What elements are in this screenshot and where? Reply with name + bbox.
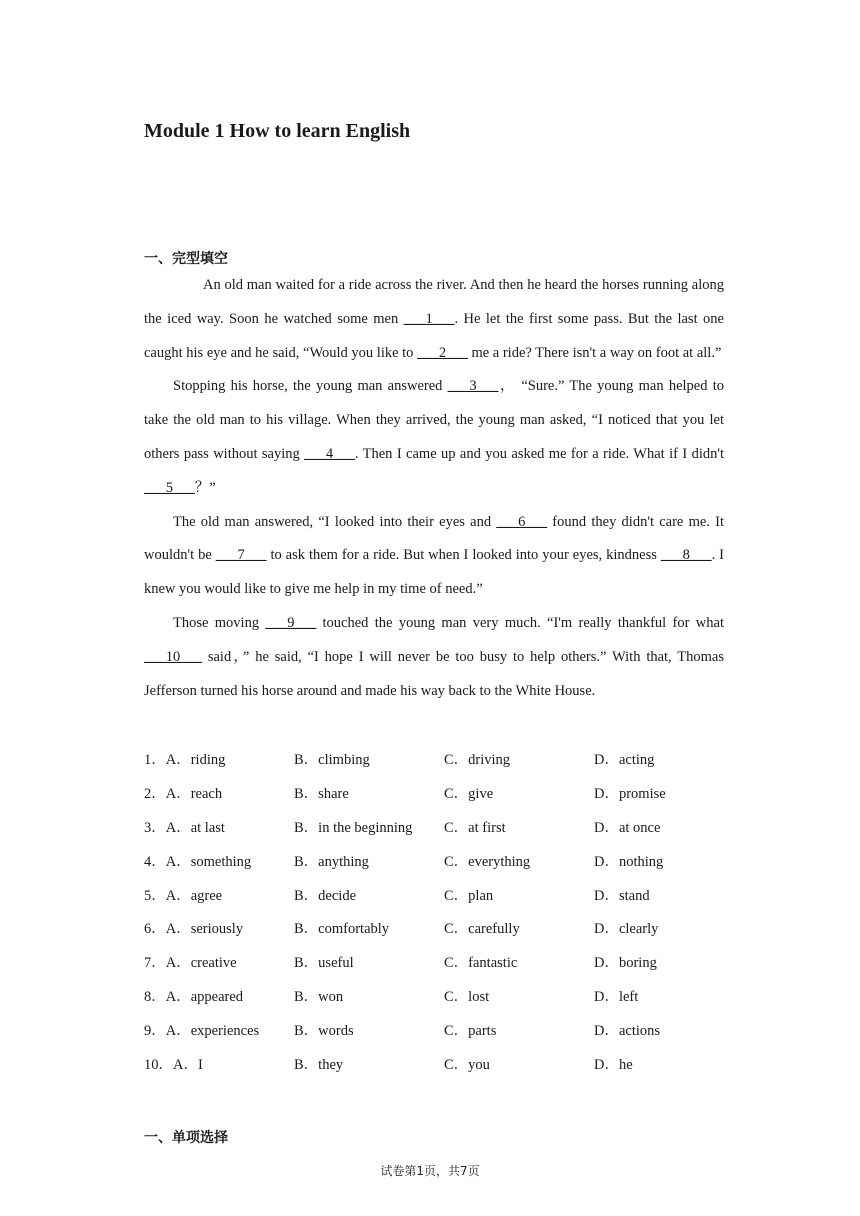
option-text: C．you bbox=[444, 1056, 490, 1073]
answer-blank: ___2___ bbox=[417, 344, 468, 361]
question-number: 5． bbox=[144, 887, 166, 904]
option-cell bbox=[294, 985, 444, 1006]
option-text: A．creative bbox=[165, 955, 237, 972]
answer-blank: ___4___ bbox=[304, 445, 355, 462]
answer-options bbox=[144, 742, 744, 1080]
option-text: D．nothing bbox=[594, 853, 664, 870]
section-heading-cloze: 一、完型填空 bbox=[144, 251, 228, 267]
question-row bbox=[144, 810, 744, 844]
option-cell bbox=[294, 1053, 444, 1074]
passage-paragraph bbox=[144, 607, 724, 708]
question-row bbox=[144, 877, 744, 911]
option-text: D．clearly bbox=[594, 921, 659, 938]
option-cell bbox=[594, 782, 744, 803]
answer-blank: ___8___ bbox=[660, 547, 712, 564]
cloze-passage bbox=[144, 269, 724, 708]
option-cell bbox=[294, 917, 444, 938]
option-text: A．at last bbox=[165, 819, 225, 836]
answer-blank: ___6___ bbox=[496, 513, 548, 530]
option-cell bbox=[444, 1019, 594, 1040]
question-row bbox=[144, 911, 744, 945]
passage-paragraph bbox=[144, 269, 724, 370]
option-text: B．share bbox=[294, 786, 349, 803]
option-cell bbox=[594, 748, 744, 769]
answer-blank: ___9___ bbox=[265, 614, 317, 631]
question-row bbox=[144, 742, 744, 776]
answer-blank: ___5___ bbox=[144, 479, 195, 496]
passage-text: touched the young man very much. “I'm really thankful for what bbox=[316, 614, 724, 631]
question-row bbox=[144, 1012, 744, 1046]
option-text: C．everything bbox=[444, 853, 531, 870]
option-cell bbox=[144, 816, 294, 837]
option-text: B．comfortably bbox=[294, 921, 390, 938]
option-text: C．lost bbox=[444, 988, 490, 1005]
option-cell bbox=[294, 884, 444, 905]
option-text: D．left bbox=[594, 988, 639, 1005]
question-row bbox=[144, 843, 744, 877]
option-text: D．promise bbox=[594, 786, 666, 803]
page-title: Module 1 How to learn English bbox=[144, 120, 411, 142]
question-number: 1． bbox=[144, 752, 166, 769]
option-text: B．anything bbox=[294, 853, 369, 870]
option-cell bbox=[594, 884, 744, 905]
option-text: A．riding bbox=[165, 752, 226, 769]
option-text: D．actions bbox=[594, 1022, 661, 1039]
option-cell bbox=[144, 748, 294, 769]
passage-paragraph bbox=[144, 370, 724, 505]
question-number: 7． bbox=[144, 955, 166, 972]
option-text: C．fantastic bbox=[444, 955, 518, 972]
option-text: A．appeared bbox=[165, 988, 244, 1005]
option-text: B．useful bbox=[294, 955, 354, 972]
passage-text: found they didn't care me. It wouldn't be bbox=[144, 513, 725, 564]
option-cell bbox=[144, 951, 294, 972]
option-cell bbox=[294, 951, 444, 972]
option-cell bbox=[444, 951, 594, 972]
passage-paragraph bbox=[144, 506, 724, 607]
passage-text: . Then I came up and you asked me for a ride. What if I didn't bbox=[354, 445, 724, 462]
passage-text: ， “Sure.” The young man helped to take the old man to his village. When they arrived, the young man asked, “I noticed that you let others pass without saying bbox=[144, 378, 724, 462]
option-text: A．experiences bbox=[165, 1022, 260, 1039]
option-text: C．plan bbox=[444, 887, 494, 904]
question-row bbox=[144, 776, 744, 810]
option-text: B．words bbox=[294, 1022, 354, 1039]
answer-blank: ___10___ bbox=[144, 648, 202, 665]
option-text: D．he bbox=[594, 1056, 633, 1073]
option-text: B．they bbox=[294, 1056, 344, 1073]
question-row bbox=[144, 1046, 744, 1080]
option-cell bbox=[594, 1019, 744, 1040]
option-cell bbox=[444, 816, 594, 837]
option-cell bbox=[144, 782, 294, 803]
option-text: C．at first bbox=[444, 819, 506, 836]
question-number: 9． bbox=[144, 1022, 166, 1039]
passage-text: . I knew you would like to give me help in my time of need.” bbox=[144, 547, 724, 598]
passage-text: Those moving bbox=[173, 614, 266, 631]
passage-text: said，” he said, “I hope I will never be too busy to help others.” With that, Thomas Jefferson turned his horse around and made his way back to the White House. bbox=[144, 648, 724, 699]
passage-text: An old man waited for a ride across the river. And then he heard the horses running along the iced way. Soon he watched some men bbox=[144, 277, 724, 327]
passage-text: The old man answered, “I looked into their eyes and bbox=[173, 513, 497, 530]
option-cell bbox=[594, 985, 744, 1006]
option-cell bbox=[144, 985, 294, 1006]
option-text: D．at once bbox=[594, 819, 661, 836]
option-text: B．decide bbox=[294, 887, 357, 904]
option-cell bbox=[594, 917, 744, 938]
page-footer: 试卷第1页，共7页 bbox=[380, 1164, 480, 1178]
option-cell bbox=[294, 782, 444, 803]
option-text: A．reach bbox=[165, 786, 223, 803]
passage-text: Stopping his horse, the young man answered bbox=[173, 378, 448, 395]
option-cell bbox=[144, 917, 294, 938]
option-text: B．won bbox=[294, 988, 344, 1005]
option-cell bbox=[444, 1053, 594, 1074]
question-row bbox=[144, 945, 744, 979]
option-cell bbox=[444, 782, 594, 803]
answer-blank: ___1___ bbox=[403, 310, 455, 327]
option-cell bbox=[594, 816, 744, 837]
passage-text: to ask them for a ride. But when I looked into your eyes, kindness bbox=[266, 547, 661, 564]
option-text: A．I bbox=[173, 1056, 203, 1073]
option-cell bbox=[444, 985, 594, 1006]
option-text: B．in the beginning bbox=[294, 819, 413, 836]
option-cell bbox=[294, 816, 444, 837]
option-cell bbox=[294, 1019, 444, 1040]
question-row bbox=[144, 979, 744, 1013]
option-cell bbox=[294, 748, 444, 769]
question-number: 2． bbox=[144, 786, 166, 803]
option-cell bbox=[444, 917, 594, 938]
option-text: D．acting bbox=[594, 752, 655, 769]
passage-text: . He let the first some pass. But the last one caught his eye and he said, “Would you like to bbox=[144, 310, 724, 361]
option-cell bbox=[144, 850, 294, 871]
option-cell bbox=[444, 884, 594, 905]
option-text: C．carefully bbox=[444, 921, 520, 938]
option-text: A．agree bbox=[165, 887, 223, 904]
option-cell bbox=[144, 1019, 294, 1040]
question-number: 10． bbox=[144, 1056, 173, 1073]
option-text: A．something bbox=[165, 853, 252, 870]
option-text: C．driving bbox=[444, 752, 511, 769]
option-cell bbox=[594, 850, 744, 871]
option-cell bbox=[144, 1053, 294, 1074]
question-number: 4． bbox=[144, 853, 166, 870]
option-cell bbox=[144, 884, 294, 905]
option-cell bbox=[594, 1053, 744, 1074]
question-number: 6． bbox=[144, 921, 166, 938]
option-cell bbox=[444, 850, 594, 871]
passage-text: ？” bbox=[194, 479, 216, 496]
option-cell bbox=[294, 850, 444, 871]
option-text: A．seriously bbox=[165, 921, 244, 938]
answer-blank: ___7___ bbox=[215, 547, 267, 564]
option-text: C．give bbox=[444, 786, 494, 803]
option-text: D．stand bbox=[594, 887, 650, 904]
option-text: D．boring bbox=[594, 955, 657, 972]
question-number: 8． bbox=[144, 988, 166, 1005]
section-heading-single-choice: 一、单项选择 bbox=[144, 1130, 228, 1146]
option-cell bbox=[594, 951, 744, 972]
option-text: B．climbing bbox=[294, 752, 370, 769]
passage-text: me a ride? There isn't a way on foot at all.” bbox=[467, 344, 722, 361]
option-cell bbox=[444, 748, 594, 769]
question-number: 3． bbox=[144, 819, 166, 836]
option-text: C．parts bbox=[444, 1022, 497, 1039]
answer-blank: ___3___ bbox=[447, 378, 499, 395]
